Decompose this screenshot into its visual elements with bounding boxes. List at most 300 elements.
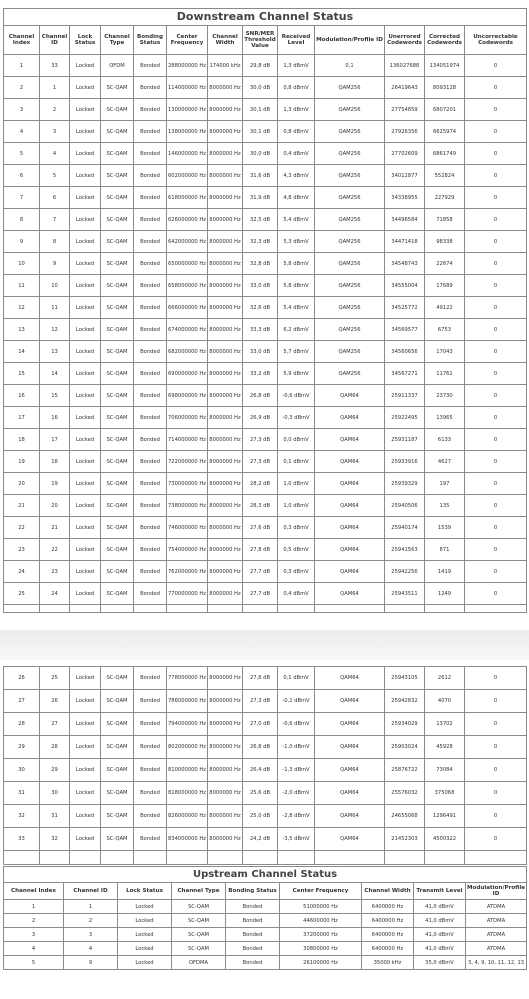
table-cell: 0: [465, 759, 527, 782]
table-cell: Bonded: [226, 942, 280, 956]
table-cell: 28: [40, 736, 70, 759]
column-header: Channel Width: [362, 883, 414, 900]
table-cell: 30,1 dB: [243, 121, 278, 143]
table-cell: Bonded: [134, 77, 167, 99]
table-cell: 8000000 Hz: [208, 209, 243, 231]
table-cell: 2: [64, 914, 118, 928]
table-cell: Locked: [70, 165, 101, 187]
table-cell: 25942832: [385, 690, 425, 713]
table-cell: 27702609: [385, 143, 425, 165]
table-cell: SC-QAM: [101, 713, 134, 736]
table-cell: 0,3 dBmV: [278, 517, 315, 539]
table-cell: Locked: [70, 407, 101, 429]
table-cell: 26419643: [385, 77, 425, 99]
table-row: [4, 736, 527, 759]
table-cell: Locked: [70, 451, 101, 473]
table-cell: Locked: [70, 782, 101, 805]
table-cell: 25931187: [385, 429, 425, 451]
table-cell: 34567271: [385, 363, 425, 385]
table-cell: 8000000 Hz: [208, 99, 243, 121]
table-cell: 3: [4, 928, 64, 942]
table-cell: Bonded: [134, 407, 167, 429]
upstream-channel-table: [3, 866, 526, 970]
table-cell: QAM256: [315, 341, 385, 363]
table-cell: [167, 605, 208, 613]
table-cell: SC-QAM: [101, 99, 134, 121]
table-cell: 642000000 Hz: [167, 231, 208, 253]
table-cell: 0: [465, 451, 527, 473]
table-cell: 8000000 Hz: [208, 736, 243, 759]
table-cell: Bonded: [134, 99, 167, 121]
table-cell: 4627: [425, 451, 465, 473]
table-cell: -0,6 dBmV: [278, 385, 315, 407]
table-cell: 197: [425, 473, 465, 495]
table-cell: Bonded: [134, 517, 167, 539]
table-cell: 31,6 dB: [243, 165, 278, 187]
table-cell: Bonded: [134, 231, 167, 253]
table-cell: 706000000 Hz: [167, 407, 208, 429]
table-cell: Bonded: [134, 341, 167, 363]
table-cell: 5: [40, 165, 70, 187]
table-cell: 0: [465, 121, 527, 143]
table-cell: 810000000 Hz: [167, 759, 208, 782]
table-cell: 8000000 Hz: [208, 828, 243, 851]
table-cell: Bonded: [134, 782, 167, 805]
column-header: Transmit Level: [414, 883, 466, 900]
table-cell: 25,0 dB: [243, 805, 278, 828]
table-cell: 25940174: [385, 517, 425, 539]
table-cell: Locked: [70, 736, 101, 759]
table-cell: QAM64: [315, 495, 385, 517]
table-cell: 0: [465, 165, 527, 187]
table-cell: SC-QAM: [101, 782, 134, 805]
table-cell: Bonded: [226, 956, 280, 970]
table-cell: 21: [4, 495, 40, 517]
table-cell: 6807201: [425, 99, 465, 121]
table-cell: 8000000 Hz: [208, 297, 243, 319]
table-cell: 770000000 Hz: [167, 583, 208, 605]
table-cell: 27,0 dB: [243, 713, 278, 736]
table-cell: 25: [40, 667, 70, 690]
table-cell: 27,7 dB: [243, 561, 278, 583]
table-cell: 9: [4, 231, 40, 253]
table-cell: 27754859: [385, 99, 425, 121]
table-cell: 98338: [425, 231, 465, 253]
table-cell: 0: [465, 143, 527, 165]
table-cell: QAM64: [315, 759, 385, 782]
table-row: [4, 187, 527, 209]
table-cell: Bonded: [134, 690, 167, 713]
table-cell: 23: [4, 539, 40, 561]
table-cell: 802000000 Hz: [167, 736, 208, 759]
table-row: [4, 956, 527, 970]
table-cell: 25933916: [385, 451, 425, 473]
table-cell: 138000000 Hz: [167, 121, 208, 143]
table-cell: 0: [465, 297, 527, 319]
table-cell: QAM64: [315, 451, 385, 473]
table-cell: Bonded: [134, 713, 167, 736]
table-row: [4, 517, 527, 539]
column-header: Bonding Status: [226, 883, 280, 900]
table-cell: 23: [40, 561, 70, 583]
table-cell: [315, 851, 385, 865]
column-header: Channel Width: [208, 26, 243, 55]
table-cell: 626000000 Hz: [167, 209, 208, 231]
table-cell: 7: [4, 187, 40, 209]
table-cell: SC-QAM: [101, 429, 134, 451]
table-cell: 8000000 Hz: [208, 561, 243, 583]
table-cell: Bonded: [134, 828, 167, 851]
table-cell: 8000000 Hz: [208, 143, 243, 165]
table-row: [4, 782, 527, 805]
page-divider: [0, 630, 529, 660]
table-cell: QAM64: [315, 782, 385, 805]
table-cell: 45928: [425, 736, 465, 759]
table-cell: 4,8 dBmV: [278, 187, 315, 209]
table-cell: 0: [465, 736, 527, 759]
table-cell: Locked: [70, 828, 101, 851]
table-cell: 24: [4, 561, 40, 583]
table-cell: 0: [465, 407, 527, 429]
table-cell: Locked: [70, 55, 101, 77]
table-cell: 8: [40, 231, 70, 253]
table-cell: 30,0 dB: [243, 77, 278, 99]
table-cell: 1,3 dBmV: [278, 55, 315, 77]
downstream-rows-continued: [4, 667, 527, 865]
table-cell: 6861749: [425, 143, 465, 165]
table-cell: 8000000 Hz: [208, 473, 243, 495]
table-cell: 27,3 dB: [243, 429, 278, 451]
table-cell: 8000000 Hz: [208, 121, 243, 143]
table-cell: Locked: [70, 363, 101, 385]
table-cell: 27,8 dB: [243, 539, 278, 561]
table-cell: Bonded: [134, 187, 167, 209]
table-cell: 1419: [425, 561, 465, 583]
table-cell: 41,0 dBmV: [414, 900, 466, 914]
table-cell: QAM64: [315, 473, 385, 495]
table-cell: 8000000 Hz: [208, 341, 243, 363]
table-cell: Locked: [70, 209, 101, 231]
table-cell: Bonded: [134, 667, 167, 690]
table-cell: 29: [40, 759, 70, 782]
table-cell: 8093128: [425, 77, 465, 99]
table-cell: 41,0 dBmV: [414, 928, 466, 942]
table-cell: 2: [40, 99, 70, 121]
table-cell: 0: [465, 495, 527, 517]
table-cell: 25: [4, 583, 40, 605]
column-header: Uncorrectable Codewords: [465, 26, 527, 55]
table-cell: 28,3 dB: [243, 495, 278, 517]
table-cell: 8000000 Hz: [208, 782, 243, 805]
table-cell: QAM256: [315, 77, 385, 99]
table-cell: -1,0 dBmV: [278, 736, 315, 759]
table-cell: 288000000 Hz: [167, 55, 208, 77]
table-cell: 746000000 Hz: [167, 517, 208, 539]
table-cell: 4: [4, 942, 64, 956]
table-row: [4, 759, 527, 782]
table-cell: Bonded: [134, 473, 167, 495]
table-cell: 0: [465, 583, 527, 605]
table-cell: Locked: [70, 99, 101, 121]
table-cell: 8000000 Hz: [208, 759, 243, 782]
table-cell: Locked: [118, 900, 172, 914]
table-row-partial: [4, 605, 527, 613]
table-cell: 32: [4, 805, 40, 828]
table-cell: 29: [4, 736, 40, 759]
table-cell: -0,1 dBmV: [278, 690, 315, 713]
table-cell: Locked: [70, 77, 101, 99]
table-cell: 19: [4, 451, 40, 473]
table-cell: 1249: [425, 583, 465, 605]
table-cell: SC-QAM: [172, 900, 226, 914]
table-cell: 25941563: [385, 539, 425, 561]
table-row: [4, 253, 527, 275]
table-cell: Bonded: [134, 165, 167, 187]
table-cell: 8000000 Hz: [208, 77, 243, 99]
table-cell: 6: [40, 187, 70, 209]
table-cell: 8000000 Hz: [208, 231, 243, 253]
table-cell: Locked: [70, 253, 101, 275]
table-cell: 0,0 dBmV: [278, 429, 315, 451]
table-cell: 0: [465, 77, 527, 99]
table-cell: SC-QAM: [101, 363, 134, 385]
table-cell: 13: [4, 319, 40, 341]
table-cell: 0: [465, 429, 527, 451]
table-cell: 27,3 dB: [243, 451, 278, 473]
table-cell: 18: [40, 451, 70, 473]
table-cell: [167, 851, 208, 865]
table-cell: 25911337: [385, 385, 425, 407]
table-cell: 1: [4, 900, 64, 914]
table-cell: 26: [4, 667, 40, 690]
table-cell: 34569577: [385, 319, 425, 341]
table-cell: Bonded: [134, 253, 167, 275]
table-cell: 7: [40, 209, 70, 231]
table-cell: SC-QAM: [101, 297, 134, 319]
table-cell: 8000000 Hz: [208, 165, 243, 187]
column-header: Received Level: [278, 26, 315, 55]
table-cell: 8000000 Hz: [208, 385, 243, 407]
table-cell: 0: [465, 517, 527, 539]
table-cell: 794000000 Hz: [167, 713, 208, 736]
table-cell: 754000000 Hz: [167, 539, 208, 561]
table-cell: 5,7 dBmV: [278, 341, 315, 363]
downstream-channel-table: [3, 8, 526, 613]
table-cell: 0: [465, 231, 527, 253]
table-row: [4, 231, 527, 253]
table-cell: 25934029: [385, 713, 425, 736]
table-cell: 690000000 Hz: [167, 363, 208, 385]
table-cell: ATDMA: [466, 900, 527, 914]
table-cell: Locked: [118, 914, 172, 928]
table-cell: 826000000 Hz: [167, 805, 208, 828]
downstream-rows: [4, 55, 527, 613]
table-cell: 8000000 Hz: [208, 517, 243, 539]
table-cell: Locked: [70, 121, 101, 143]
table-cell: 28,2 dB: [243, 473, 278, 495]
table-cell: 871: [425, 539, 465, 561]
table-cell: Locked: [70, 517, 101, 539]
table-cell: 134051974: [425, 55, 465, 77]
table-cell: 8000000 Hz: [208, 451, 243, 473]
table-cell: [315, 605, 385, 613]
table-cell: Bonded: [226, 900, 280, 914]
table-cell: Locked: [70, 690, 101, 713]
table-row: [4, 713, 527, 736]
table-cell: SC-QAM: [101, 805, 134, 828]
table-cell: Bonded: [134, 451, 167, 473]
table-cell: 2: [4, 914, 64, 928]
table-cell: 674000000 Hz: [167, 319, 208, 341]
table-cell: Bonded: [134, 143, 167, 165]
table-cell: 8000000 Hz: [208, 187, 243, 209]
downstream-channel-table-continued: [3, 666, 526, 865]
table-cell: SC-QAM: [101, 275, 134, 297]
table-cell: 8000000 Hz: [208, 275, 243, 297]
table-cell: 8000000 Hz: [208, 319, 243, 341]
table-cell: 5: [4, 956, 64, 970]
table-cell: 27,6 dB: [243, 517, 278, 539]
table-cell: 0,1 dBmV: [278, 451, 315, 473]
table-cell: 818000000 Hz: [167, 782, 208, 805]
column-header: Channel Type: [172, 883, 226, 900]
table-cell: QAM64: [315, 690, 385, 713]
upstream-rows: [4, 900, 527, 970]
table-cell: 5,8 dBmV: [278, 253, 315, 275]
table-cell: Locked: [70, 713, 101, 736]
table-cell: 27: [40, 713, 70, 736]
table-cell: 30: [4, 759, 40, 782]
table-cell: 11: [4, 275, 40, 297]
table-cell: 9: [40, 253, 70, 275]
table-cell: 552824: [425, 165, 465, 187]
table-cell: 5,9 dBmV: [278, 363, 315, 385]
column-header: SNR/MER Threshold Value: [243, 26, 278, 55]
table-row: [4, 473, 527, 495]
table-cell: 27,7 dB: [243, 583, 278, 605]
column-header: Lock Status: [70, 26, 101, 55]
table-cell: Bonded: [134, 736, 167, 759]
table-row: [4, 495, 527, 517]
table-cell: 25939329: [385, 473, 425, 495]
table-cell: 33,2 dB: [243, 363, 278, 385]
table-cell: 650000000 Hz: [167, 253, 208, 275]
table-cell: Bonded: [134, 363, 167, 385]
table-cell: 6753: [425, 319, 465, 341]
table-cell: 44600000 Hz: [280, 914, 362, 928]
table-cell: Locked: [70, 297, 101, 319]
table-cell: 14: [40, 363, 70, 385]
table-cell: 0,3 dBmV: [278, 561, 315, 583]
table-cell: 17: [4, 407, 40, 429]
table-cell: 730000000 Hz: [167, 473, 208, 495]
table-cell: SC-QAM: [101, 495, 134, 517]
table-cell: Bonded: [134, 805, 167, 828]
table-cell: QAM256: [315, 187, 385, 209]
table-cell: 26100000 Hz: [280, 956, 362, 970]
table-cell: 30: [40, 782, 70, 805]
table-cell: 22674: [425, 253, 465, 275]
table-cell: 34560656: [385, 341, 425, 363]
table-cell: QAM256: [315, 253, 385, 275]
table-cell: 114000000 Hz: [167, 77, 208, 99]
table-cell: 0: [465, 828, 527, 851]
table-cell: -0,3 dBmV: [278, 407, 315, 429]
table-cell: Locked: [70, 187, 101, 209]
table-cell: 698000000 Hz: [167, 385, 208, 407]
table-cell: 786000000 Hz: [167, 690, 208, 713]
table-cell: QAM256: [315, 99, 385, 121]
table-cell: QAM64: [315, 407, 385, 429]
table-cell: 29,8 dB: [243, 55, 278, 77]
column-header: Modulation/Profile ID: [466, 883, 527, 900]
table-cell: 0,4 dBmV: [278, 143, 315, 165]
table-cell: 8000000 Hz: [208, 690, 243, 713]
table-cell: [40, 605, 70, 613]
table-cell: 26,9 dB: [243, 407, 278, 429]
table-cell: 0,4 dBmV: [278, 583, 315, 605]
table-cell: 8000000 Hz: [208, 407, 243, 429]
table-row: [4, 209, 527, 231]
table-cell: 1,3 dBmV: [278, 99, 315, 121]
table-cell: [425, 605, 465, 613]
table-row: [4, 451, 527, 473]
table-cell: 8000000 Hz: [208, 363, 243, 385]
table-cell: [4, 851, 40, 865]
table-cell: 25940506: [385, 495, 425, 517]
table-cell: QAM256: [315, 231, 385, 253]
table-cell: 8000000 Hz: [208, 713, 243, 736]
table-cell: [208, 605, 243, 613]
table-cell: SC-QAM: [101, 385, 134, 407]
table-cell: 0: [465, 55, 527, 77]
table-cell: 16: [40, 407, 70, 429]
column-header: Center Frequency: [280, 883, 362, 900]
table-cell: 24,2 dB: [243, 828, 278, 851]
table-cell: 26,8 dB: [243, 736, 278, 759]
table-cell: 33,0 dB: [243, 275, 278, 297]
table-cell: 9: [64, 956, 118, 970]
table-cell: 0: [465, 667, 527, 690]
table-cell: QAM256: [315, 121, 385, 143]
table-row: [4, 363, 527, 385]
table-cell: 0: [465, 363, 527, 385]
table-cell: 8000000 Hz: [208, 667, 243, 690]
table-cell: 0,8 dBmV: [278, 77, 315, 99]
table-cell: Locked: [70, 275, 101, 297]
table-cell: Locked: [70, 759, 101, 782]
table-cell: Locked: [70, 805, 101, 828]
table-cell: ATDMA: [466, 914, 527, 928]
table-cell: 8: [4, 209, 40, 231]
table-cell: SC-QAM: [101, 231, 134, 253]
table-cell: 1: [64, 900, 118, 914]
table-cell: 135: [425, 495, 465, 517]
table-cell: 23730: [425, 385, 465, 407]
table-cell: 22: [4, 517, 40, 539]
table-cell: Bonded: [134, 539, 167, 561]
table-cell: QAM64: [315, 805, 385, 828]
table-cell: 22: [40, 539, 70, 561]
table-cell: 4: [4, 121, 40, 143]
table-cell: 28: [4, 713, 40, 736]
table-cell: 30,0 dB: [243, 143, 278, 165]
table-row: [4, 828, 527, 851]
table-cell: [465, 851, 527, 865]
table-cell: SC-QAM: [101, 121, 134, 143]
table-cell: 0,5 dBmV: [278, 539, 315, 561]
table-cell: Bonded: [134, 561, 167, 583]
